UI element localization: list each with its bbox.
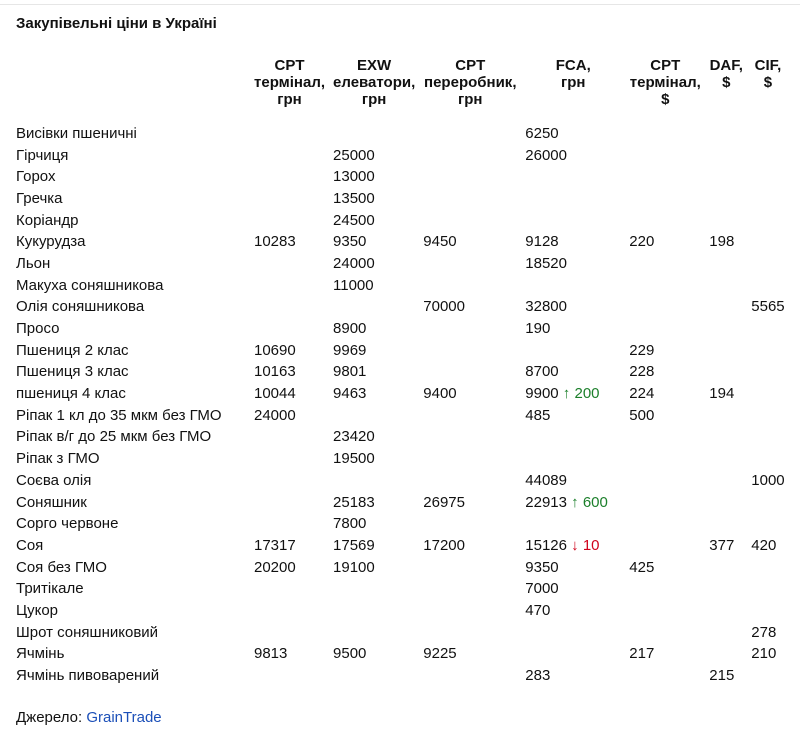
price-cell <box>747 123 788 145</box>
price-cell: 9969 <box>333 341 367 359</box>
table-row <box>12 123 789 145</box>
price-cell: 18520 <box>525 254 567 272</box>
price-cell <box>419 253 521 275</box>
price-cell: 9350 <box>525 558 559 576</box>
price-cell <box>705 188 747 210</box>
price-cell <box>250 123 329 145</box>
price-cell: 420 <box>751 536 777 554</box>
header-cpt-processor-uah: CPT переробник, грн <box>424 57 517 108</box>
price-cell: 13500 <box>333 189 375 207</box>
price-cell <box>419 145 521 167</box>
price-cell <box>250 427 329 449</box>
price-cell: 25000 <box>333 146 375 164</box>
price-cell <box>625 166 705 188</box>
price-cell: 9813 <box>254 645 288 663</box>
price-cell <box>329 622 419 644</box>
price-cell <box>521 275 625 297</box>
table-row <box>12 275 789 297</box>
price-cell: 10690 <box>254 341 296 359</box>
price-cell: 9400 <box>423 385 457 403</box>
price-cell <box>705 513 747 535</box>
price-cell <box>521 644 625 666</box>
price-cell: 224 <box>629 385 655 403</box>
table-row <box>12 665 789 687</box>
price-cell <box>625 427 705 449</box>
price-cell <box>521 188 625 210</box>
product-name-cell: Кукурудза <box>16 233 86 251</box>
product-name-cell: Шрот соняшниковий <box>16 623 159 641</box>
price-cell: 9128 <box>525 233 559 251</box>
price-cell <box>625 600 705 622</box>
price-cell: 9801 <box>333 363 367 381</box>
table-row <box>12 166 789 188</box>
price-cell: 9350 <box>333 233 367 251</box>
price-cell <box>705 427 747 449</box>
price-cell <box>250 492 329 514</box>
price-cell <box>625 188 705 210</box>
price-cell: 10283 <box>254 233 296 251</box>
price-cell <box>705 405 747 427</box>
price-cell <box>625 513 705 535</box>
price-cell: 228 <box>629 363 655 381</box>
product-name-cell: Ячмінь <box>16 645 65 663</box>
product-name-cell: Ріпак в/г до 25 мкм без ГМО <box>16 428 212 446</box>
price-cell <box>747 362 788 384</box>
header-product <box>12 57 250 123</box>
price-cell: 24500 <box>333 211 375 229</box>
price-cell <box>747 383 788 405</box>
price-cell: 194 <box>709 385 735 403</box>
product-name-cell: Гірчиця <box>16 146 69 164</box>
price-cell <box>747 492 788 514</box>
price-cell: 10163 <box>254 363 296 381</box>
product-name-cell: Макуха соняшникова <box>16 276 164 294</box>
price-cell <box>625 535 705 557</box>
price-cell <box>747 188 788 210</box>
table-row <box>12 600 789 622</box>
price-cell: 32800 <box>525 298 567 316</box>
price-cell <box>250 297 329 319</box>
table-row <box>12 448 789 470</box>
source-line <box>16 709 162 726</box>
product-name-cell: Тритікале <box>16 580 84 598</box>
price-cell <box>329 470 419 492</box>
price-cell <box>250 166 329 188</box>
price-cell <box>747 231 788 253</box>
product-name-cell: Пшениця 3 клас <box>16 363 129 381</box>
price-cell <box>419 123 521 145</box>
header-daf-usd: DAF, $ <box>709 57 743 91</box>
price-cell <box>250 275 329 297</box>
source-label: Джерело: <box>16 709 83 726</box>
price-cell: 500 <box>629 406 655 424</box>
price-cell: 11000 <box>333 276 374 294</box>
price-cell: 215 <box>709 667 735 685</box>
price-cell <box>705 123 747 145</box>
price-cell <box>521 340 625 362</box>
price-cell <box>705 448 747 470</box>
table-row <box>12 188 789 210</box>
price-cell: 1000 <box>751 471 785 489</box>
price-cell <box>419 166 521 188</box>
price-cell <box>419 275 521 297</box>
price-cell: 9900 ↑ 200 <box>525 385 600 403</box>
price-cell <box>705 166 747 188</box>
table-row <box>12 644 789 666</box>
price-cell <box>747 600 788 622</box>
price-cell <box>329 600 419 622</box>
table-row <box>12 557 789 579</box>
price-cell: 17200 <box>423 536 465 554</box>
header-fca-uah: FCA, грн <box>555 57 591 91</box>
prices-table <box>12 57 789 687</box>
table-row <box>12 405 789 427</box>
product-name-cell: Ріпак з ГМО <box>16 450 100 468</box>
price-cell: 24000 <box>254 406 296 424</box>
price-cell: 26000 <box>525 146 567 164</box>
product-name-cell: Соєва олія <box>16 471 92 489</box>
table-row <box>12 470 789 492</box>
price-cell <box>747 253 788 275</box>
table-row <box>12 340 789 362</box>
table-row <box>12 578 789 600</box>
price-cell <box>705 145 747 167</box>
price-cell <box>625 145 705 167</box>
price-cell <box>747 275 788 297</box>
price-change-up: ↑ 600 <box>566 493 608 511</box>
product-name-cell: Соняшник <box>16 493 87 511</box>
price-cell <box>705 578 747 600</box>
price-cell <box>419 665 521 687</box>
price-cell <box>705 297 747 319</box>
price-cell <box>625 470 705 492</box>
table-row <box>12 492 789 514</box>
price-cell: 377 <box>709 536 735 554</box>
table-row <box>12 297 789 319</box>
price-cell: 13000 <box>333 168 375 186</box>
price-cell <box>625 297 705 319</box>
price-cell <box>705 253 747 275</box>
price-cell <box>625 210 705 232</box>
price-cell: 470 <box>525 601 551 619</box>
price-cell: 8700 <box>525 363 559 381</box>
price-cell: 229 <box>629 341 655 359</box>
price-cell: 283 <box>525 667 551 685</box>
top-divider <box>0 4 800 5</box>
price-cell <box>747 318 788 340</box>
price-cell <box>705 340 747 362</box>
price-cell <box>419 600 521 622</box>
product-name-cell: Ячмінь пивоварений <box>16 667 160 685</box>
price-cell: 278 <box>751 623 777 641</box>
price-cell <box>705 492 747 514</box>
price-cell <box>705 622 747 644</box>
price-cell <box>747 557 788 579</box>
price-cell <box>521 622 625 644</box>
price-cell <box>250 188 329 210</box>
price-cell <box>419 318 521 340</box>
price-cell <box>625 622 705 644</box>
price-cell <box>250 210 329 232</box>
product-name-cell: Соя <box>16 536 44 554</box>
price-cell: 9225 <box>423 645 457 663</box>
price-cell <box>250 600 329 622</box>
price-cell <box>705 210 747 232</box>
price-cell <box>419 513 521 535</box>
price-cell <box>747 145 788 167</box>
product-name-cell: Просо <box>16 320 60 338</box>
product-name-cell: пшениця 4 клас <box>16 385 126 403</box>
price-cell: 10044 <box>254 385 296 403</box>
price-cell <box>705 470 747 492</box>
price-cell <box>747 448 788 470</box>
price-cell <box>521 210 625 232</box>
table-row <box>12 231 789 253</box>
price-cell: 425 <box>629 558 655 576</box>
price-cell <box>419 340 521 362</box>
price-cell: 19100 <box>333 558 375 576</box>
price-cell: 5565 <box>751 298 785 316</box>
price-cell <box>747 665 788 687</box>
header-exw-elevators-uah: EXW елеватори, грн <box>333 57 416 108</box>
price-cell: 7000 <box>525 580 559 598</box>
price-cell: 26975 <box>423 493 465 511</box>
table-row <box>12 210 789 232</box>
product-name-cell: Цукор <box>16 601 59 619</box>
price-cell <box>521 427 625 449</box>
price-cell <box>521 513 625 535</box>
price-cell <box>250 578 329 600</box>
price-cell <box>419 405 521 427</box>
product-name-cell: Гречка <box>16 189 63 207</box>
product-name-cell: Висівки пшеничні <box>16 124 137 142</box>
price-change-up: ↑ 200 <box>558 385 600 403</box>
page-title: Закупівельні ціни в Україні <box>16 15 217 32</box>
price-cell: 23420 <box>333 428 375 446</box>
product-name-cell: Льон <box>16 254 51 272</box>
price-cell <box>329 123 419 145</box>
price-cell <box>521 166 625 188</box>
price-cell: 190 <box>525 320 551 338</box>
price-cell <box>250 448 329 470</box>
table-row <box>12 383 789 405</box>
price-cell <box>625 253 705 275</box>
price-cell <box>705 362 747 384</box>
price-cell: 8900 <box>333 320 367 338</box>
price-cell: 19500 <box>333 450 375 468</box>
product-name-cell: Коріандр <box>16 211 79 229</box>
price-cell <box>250 318 329 340</box>
price-cell <box>250 665 329 687</box>
price-cell: 198 <box>709 233 735 251</box>
price-cell <box>625 665 705 687</box>
table-row <box>12 535 789 557</box>
price-cell: 20200 <box>254 558 296 576</box>
table-body <box>12 123 789 687</box>
price-cell <box>625 492 705 514</box>
price-cell <box>747 340 788 362</box>
price-cell <box>250 513 329 535</box>
price-cell <box>329 665 419 687</box>
product-name-cell: Сорго червоне <box>16 515 119 533</box>
price-cell <box>625 578 705 600</box>
price-cell: 210 <box>751 645 777 663</box>
price-cell: 485 <box>525 406 551 424</box>
price-cell <box>419 470 521 492</box>
price-cell <box>419 210 521 232</box>
table-row <box>12 513 789 535</box>
table-row <box>12 145 789 167</box>
price-cell: 17317 <box>254 536 296 554</box>
price-cell <box>250 622 329 644</box>
product-name-cell: Ріпак 1 кл до 35 мкм без ГМО <box>16 406 222 424</box>
price-cell <box>705 600 747 622</box>
table-row <box>12 427 789 449</box>
price-cell: 44089 <box>525 471 567 489</box>
price-cell <box>419 622 521 644</box>
header-cpt-terminal-usd: CPT термінал, $ <box>629 57 701 108</box>
product-name-cell: Пшениця 2 клас <box>16 341 129 359</box>
price-cell <box>747 405 788 427</box>
price-cell: 15126 ↓ 10 <box>525 536 600 554</box>
table-row <box>12 253 789 275</box>
product-name-cell: Горох <box>16 168 56 186</box>
header-cpt-terminal-uah: CPT термінал, грн <box>254 57 326 108</box>
price-cell <box>250 470 329 492</box>
table-header-row <box>12 57 789 123</box>
price-cell <box>625 123 705 145</box>
price-cell <box>747 513 788 535</box>
price-cell <box>329 578 419 600</box>
table-row <box>12 362 789 384</box>
table-row <box>12 622 789 644</box>
price-cell <box>419 578 521 600</box>
price-cell: 9463 <box>333 385 367 403</box>
price-cell: 9450 <box>423 233 457 251</box>
price-cell: 7800 <box>333 515 367 533</box>
price-cell <box>705 275 747 297</box>
price-cell <box>250 145 329 167</box>
table-row <box>12 318 789 340</box>
price-cell <box>705 644 747 666</box>
price-cell <box>419 362 521 384</box>
price-cell: 220 <box>629 233 655 251</box>
price-cell <box>419 557 521 579</box>
price-cell <box>747 578 788 600</box>
price-cell <box>419 427 521 449</box>
price-cell <box>747 210 788 232</box>
price-cell <box>705 318 747 340</box>
price-cell <box>747 166 788 188</box>
price-cell <box>419 448 521 470</box>
price-cell <box>747 427 788 449</box>
price-cell <box>329 405 419 427</box>
price-change-down: ↓ 10 <box>566 536 600 554</box>
price-cell: 9500 <box>333 645 367 663</box>
price-cell <box>625 448 705 470</box>
product-name-cell: Соя без ГМО <box>16 558 107 576</box>
price-cell: 22913 ↑ 600 <box>525 493 608 511</box>
price-cell: 217 <box>629 645 655 663</box>
price-cell: 6250 <box>525 124 559 142</box>
price-cell <box>705 557 747 579</box>
price-cell <box>419 188 521 210</box>
price-cell <box>329 297 419 319</box>
header-cif-usd: CIF, $ <box>754 57 782 91</box>
price-cell: 17569 <box>333 536 375 554</box>
price-cell: 25183 <box>333 493 375 511</box>
price-cell <box>625 318 705 340</box>
product-name-cell: Олія соняшникова <box>16 298 145 316</box>
source-link[interactable]: GrainTrade <box>86 709 162 726</box>
price-cell <box>521 448 625 470</box>
price-cell <box>625 275 705 297</box>
price-cell <box>250 253 329 275</box>
price-cell: 70000 <box>423 298 465 316</box>
price-cell: 24000 <box>333 254 375 272</box>
